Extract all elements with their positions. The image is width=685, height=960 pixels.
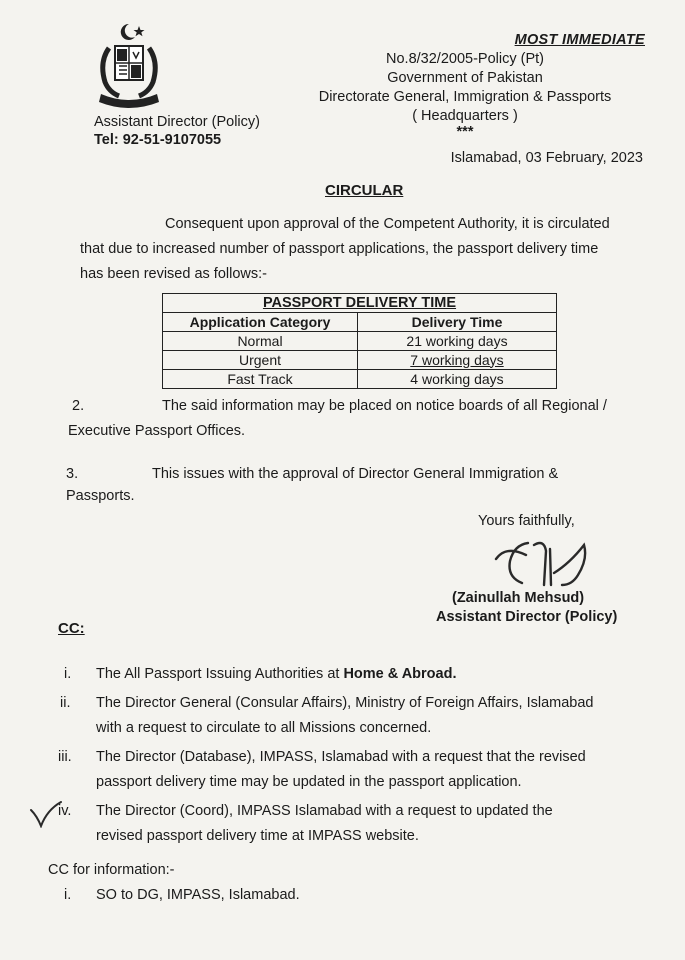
document-title: CIRCULAR [325, 182, 404, 199]
signature-icon [488, 533, 598, 595]
category-cell: Fast Track [163, 370, 358, 389]
delivery-time-table [162, 293, 557, 389]
item-text: The All Passport Issuing Authorities at [96, 666, 344, 682]
delivery-cell: 4 working days [358, 370, 557, 389]
item-number: i. [64, 666, 72, 682]
state-emblem-icon [95, 22, 163, 110]
reference-number: No.8/32/2005-Policy (Pt) [386, 51, 544, 67]
table-row [163, 332, 557, 351]
intro-paragraph [80, 212, 610, 287]
table-row [163, 351, 557, 370]
list-item [58, 745, 594, 795]
item-number: i. [64, 887, 72, 903]
item-text: The Director (Database), IMPASS, Islamabad with a request that the revised [96, 749, 586, 765]
paragraph-number: 3. [66, 466, 79, 482]
checkmark-icon [28, 800, 64, 828]
signatory-name: (Zainullah Mehsud) [452, 590, 585, 606]
list-item [58, 662, 594, 687]
category-cell: Urgent [163, 351, 358, 370]
item-number: ii. [60, 695, 71, 711]
delivery-cell: 7 working days [358, 351, 557, 370]
paragraph-text: Passports. [66, 488, 135, 504]
intro-line: that due to increased number of passport applications, the passport delivery time [80, 241, 599, 257]
column-header-delivery: Delivery Time [358, 313, 557, 332]
item-text: with a request to circulate to all Missions concerned. [96, 720, 432, 736]
intro-line: has been revised as follows:- [80, 266, 267, 282]
table-row [163, 370, 557, 389]
letter-header [310, 50, 620, 138]
sender-telephone: Tel: 92-51-9107055 [94, 132, 222, 148]
header-stars: *** [456, 124, 474, 140]
paragraph-text: This issues with the approval of Director General Immigration & [152, 466, 559, 482]
item-text: The Director (Coord), IMPASS Islamabad with a request to updated the [96, 803, 553, 819]
table-title: PASSPORT DELIVERY TIME [163, 294, 557, 313]
closing-text: Yours faithfully, [478, 513, 575, 529]
paragraph-text: Executive Passport Offices. [68, 423, 246, 439]
sender-block [94, 113, 260, 149]
category-cell: Normal [163, 332, 358, 351]
directorate-line: Directorate General, Immigration & Passports [318, 89, 612, 105]
item-number: iii. [58, 749, 72, 765]
intro-line: Consequent upon approval of the Competent Authority, it is circulated [165, 216, 610, 232]
headquarters-line: ( Headquarters ) [412, 108, 518, 124]
signatory-designation: Assistant Director (Policy) [436, 609, 618, 625]
date-line: Islamabad, 03 February, 2023 [450, 150, 643, 166]
list-item [58, 799, 594, 849]
government-line: Government of Pakistan [387, 70, 543, 86]
paragraph-number: 2. [72, 398, 85, 414]
cc-list [58, 662, 594, 849]
item-number: iv. [58, 803, 72, 819]
sender-designation: Assistant Director (Policy) [94, 114, 260, 130]
cc-label: CC: [58, 620, 85, 637]
item-text-bold: Home & Abroad. [343, 666, 457, 682]
item-text: revised passport delivery time at IMPASS website. [96, 828, 419, 844]
cc-info-label: CC for information:- [48, 862, 175, 878]
item-text: SO to DG, IMPASS, Islamabad. [96, 887, 300, 903]
column-header-category: Application Category [163, 313, 358, 332]
cc-info-item [58, 887, 300, 903]
item-text: passport delivery time may be updated in the passport application. [96, 774, 522, 790]
list-item [58, 691, 594, 741]
delivery-cell: 21 working days [358, 332, 557, 351]
item-text: The Director General (Consular Affairs), Ministry of Foreign Affairs, Islamabad [96, 695, 594, 711]
priority-label: MOST IMMEDIATE [514, 32, 645, 48]
paragraph-text: The said information may be placed on notice boards of all Regional / [162, 398, 607, 414]
paragraph-3 [66, 463, 558, 507]
paragraph-2 [68, 394, 607, 444]
